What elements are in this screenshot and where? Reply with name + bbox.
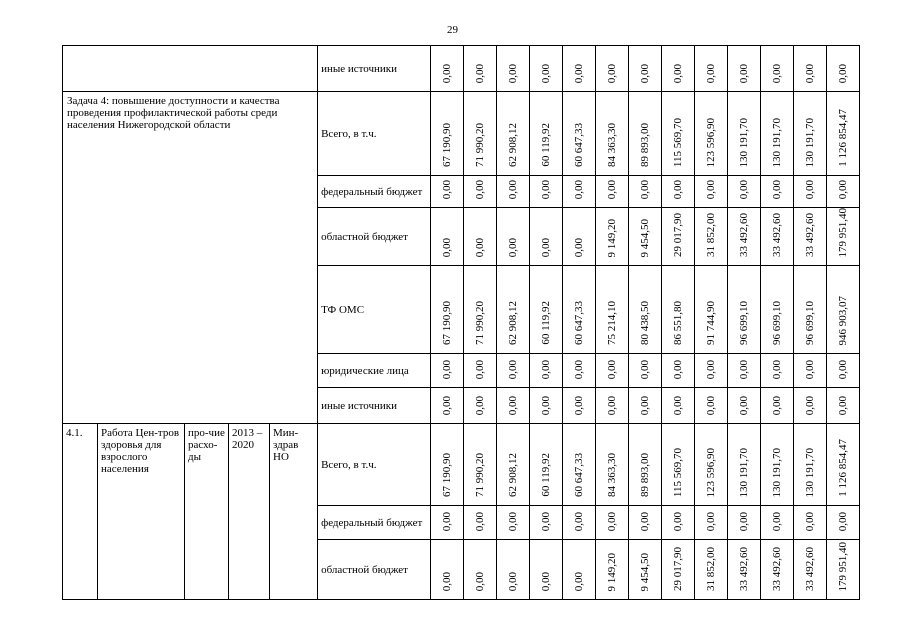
value-cell <box>629 176 662 208</box>
value-text: 0,00 <box>705 63 718 83</box>
value-cell <box>497 266 530 354</box>
value-text: 71 990,20 <box>474 453 487 497</box>
value-text: 29 017,90 <box>672 547 685 591</box>
value-text: 80 438,50 <box>639 301 652 345</box>
value-cell <box>629 208 662 266</box>
value-text: 0,00 <box>606 63 619 83</box>
value-text: 96 699,10 <box>771 301 784 345</box>
value-text: 33 492,60 <box>738 213 751 257</box>
value-cell <box>464 388 497 424</box>
value-cell <box>530 208 563 266</box>
value-cell <box>827 506 860 540</box>
value-text: 0,00 <box>474 237 487 257</box>
value-cell <box>596 540 629 600</box>
value-text: 0,00 <box>837 179 850 199</box>
value-cell <box>563 424 596 506</box>
value-text: 96 699,10 <box>804 301 817 345</box>
value-cell <box>728 388 761 424</box>
value-cell <box>827 266 860 354</box>
value-cell <box>563 388 596 424</box>
value-text: 0,00 <box>573 63 586 83</box>
value-cell <box>497 540 530 600</box>
value-text: 60 647,33 <box>573 301 586 345</box>
funding-source: областной бюджет <box>318 208 431 266</box>
value-cell <box>497 354 530 388</box>
value-text: 9 454,50 <box>639 552 652 591</box>
value-text: 84 363,30 <box>606 123 619 167</box>
value-text: 0,00 <box>738 395 751 415</box>
value-text: 0,00 <box>441 179 454 199</box>
item-name: Работа Цен-тров здоровья для взрослого населения <box>98 424 185 600</box>
value-cell <box>629 540 662 600</box>
value-cell <box>530 388 563 424</box>
value-text: 0,00 <box>606 179 619 199</box>
value-text: 0,00 <box>606 395 619 415</box>
value-text: 62 908,12 <box>507 453 520 497</box>
value-cell <box>761 208 794 266</box>
value-text: 0,00 <box>837 395 850 415</box>
value-cell <box>464 424 497 506</box>
expense-type: про-чие расхо-ды <box>185 424 229 600</box>
value-cell <box>596 92 629 176</box>
value-cell <box>563 208 596 266</box>
value-cell <box>629 388 662 424</box>
value-cell <box>431 92 464 176</box>
value-text: 130 191,70 <box>738 117 751 167</box>
value-cell <box>794 266 827 354</box>
value-cell <box>464 92 497 176</box>
value-cell <box>629 424 662 506</box>
value-cell <box>827 424 860 506</box>
value-text: 62 908,12 <box>507 123 520 167</box>
value-cell <box>596 424 629 506</box>
value-cell <box>695 388 728 424</box>
value-cell <box>662 424 695 506</box>
value-text: 71 990,20 <box>474 301 487 345</box>
funding-source: иные источники <box>318 46 431 92</box>
value-cell <box>662 208 695 266</box>
value-text: 62 908,12 <box>507 301 520 345</box>
value-text: 0,00 <box>474 359 487 379</box>
value-text: 0,00 <box>441 359 454 379</box>
value-text: 0,00 <box>441 395 454 415</box>
value-cell <box>530 354 563 388</box>
value-cell <box>464 506 497 540</box>
value-text: 0,00 <box>804 359 817 379</box>
value-cell <box>464 176 497 208</box>
value-text: 60 119,92 <box>540 301 553 345</box>
value-text: 0,00 <box>672 511 685 531</box>
value-cell <box>827 176 860 208</box>
value-text: 123 596,90 <box>705 117 718 167</box>
value-cell <box>761 46 794 92</box>
value-cell <box>596 46 629 92</box>
value-cell <box>662 266 695 354</box>
value-cell <box>431 540 464 600</box>
value-cell <box>497 208 530 266</box>
value-text: 0,00 <box>639 179 652 199</box>
task-4-description: Задача 4: повышение доступности и качества проведения профилактической работы среди населения Нижегородской области <box>63 92 318 424</box>
value-cell <box>563 266 596 354</box>
value-text: 0,00 <box>639 63 652 83</box>
value-text: 1 126 854,47 <box>837 439 850 497</box>
value-cell <box>530 540 563 600</box>
value-cell <box>431 46 464 92</box>
value-cell <box>497 424 530 506</box>
table-row <box>63 46 860 92</box>
value-text: 0,00 <box>573 395 586 415</box>
value-cell <box>596 208 629 266</box>
value-text: 0,00 <box>540 571 553 591</box>
empty-header-cell <box>63 46 318 92</box>
value-cell <box>629 92 662 176</box>
value-text: 0,00 <box>441 63 454 83</box>
value-text: 0,00 <box>540 63 553 83</box>
value-text: 91 744,90 <box>705 301 718 345</box>
value-text: 0,00 <box>540 237 553 257</box>
value-text: 0,00 <box>507 511 520 531</box>
value-text: 33 492,60 <box>804 547 817 591</box>
value-cell <box>497 388 530 424</box>
value-text: 179 951,40 <box>837 207 850 257</box>
value-text: 71 990,20 <box>474 123 487 167</box>
value-cell <box>728 354 761 388</box>
value-cell <box>728 266 761 354</box>
value-text: 1 126 854,47 <box>837 109 850 167</box>
page-number: 29 <box>447 24 458 36</box>
value-text: 0,00 <box>837 511 850 531</box>
value-text: 0,00 <box>804 63 817 83</box>
value-cell <box>761 424 794 506</box>
value-cell <box>695 424 728 506</box>
value-text: 9 454,50 <box>639 218 652 257</box>
value-cell <box>431 208 464 266</box>
value-cell <box>431 506 464 540</box>
value-cell <box>431 424 464 506</box>
value-cell <box>497 506 530 540</box>
value-text: 33 492,60 <box>738 547 751 591</box>
value-cell <box>662 354 695 388</box>
value-cell <box>596 506 629 540</box>
value-text: 0,00 <box>672 179 685 199</box>
value-text: 29 017,90 <box>672 213 685 257</box>
value-cell <box>695 506 728 540</box>
value-text: 0,00 <box>573 571 586 591</box>
value-text: 67 190,90 <box>441 301 454 345</box>
value-text: 75 214,10 <box>606 301 619 345</box>
value-text: 31 852,00 <box>705 213 718 257</box>
value-text: 0,00 <box>507 359 520 379</box>
value-text: 0,00 <box>441 511 454 531</box>
value-text: 0,00 <box>672 359 685 379</box>
value-cell <box>596 176 629 208</box>
value-cell <box>728 424 761 506</box>
value-text: 0,00 <box>540 395 553 415</box>
value-cell <box>464 540 497 600</box>
value-cell <box>464 208 497 266</box>
value-text: 0,00 <box>771 63 784 83</box>
value-cell <box>695 92 728 176</box>
value-cell <box>827 540 860 600</box>
value-cell <box>794 540 827 600</box>
value-cell <box>596 388 629 424</box>
funding-source: ТФ ОМС <box>318 266 431 354</box>
value-text: 0,00 <box>441 571 454 591</box>
value-text: 0,00 <box>738 359 751 379</box>
funding-source: Всего, в т.ч. <box>318 92 431 176</box>
value-cell <box>530 176 563 208</box>
value-cell <box>794 506 827 540</box>
value-text: 0,00 <box>672 63 685 83</box>
value-text: 86 551,80 <box>672 301 685 345</box>
value-text: 179 951,40 <box>837 541 850 591</box>
funding-source: юридические лица <box>318 354 431 388</box>
table-row <box>63 424 860 506</box>
value-cell <box>695 176 728 208</box>
value-text: 123 596,90 <box>705 447 718 497</box>
value-cell <box>695 540 728 600</box>
value-cell <box>497 176 530 208</box>
value-cell <box>695 354 728 388</box>
value-cell <box>761 92 794 176</box>
value-cell <box>662 46 695 92</box>
value-text: 0,00 <box>507 179 520 199</box>
value-cell <box>794 92 827 176</box>
value-text: 0,00 <box>771 359 784 379</box>
value-text: 9 149,20 <box>606 552 619 591</box>
funding-source: областной бюджет <box>318 540 431 600</box>
value-cell <box>464 354 497 388</box>
value-text: 0,00 <box>606 359 619 379</box>
value-text: 0,00 <box>738 63 751 83</box>
value-text: 130 191,70 <box>804 447 817 497</box>
value-text: 130 191,70 <box>771 117 784 167</box>
value-cell <box>530 266 563 354</box>
value-text: 67 190,90 <box>441 453 454 497</box>
value-cell <box>827 46 860 92</box>
value-text: 96 699,10 <box>738 301 751 345</box>
value-text: 0,00 <box>804 395 817 415</box>
value-cell <box>563 176 596 208</box>
value-cell <box>629 354 662 388</box>
value-cell <box>728 176 761 208</box>
value-cell <box>794 208 827 266</box>
value-text: 0,00 <box>573 237 586 257</box>
value-cell <box>794 354 827 388</box>
value-text: 0,00 <box>573 359 586 379</box>
value-cell <box>794 46 827 92</box>
value-text: 84 363,30 <box>606 453 619 497</box>
value-cell <box>794 176 827 208</box>
value-cell <box>464 46 497 92</box>
value-cell <box>827 92 860 176</box>
value-text: 0,00 <box>771 179 784 199</box>
value-text: 0,00 <box>474 395 487 415</box>
value-cell <box>728 540 761 600</box>
value-cell <box>695 266 728 354</box>
value-text: 0,00 <box>639 511 652 531</box>
value-text: 0,00 <box>738 511 751 531</box>
value-text: 0,00 <box>837 359 850 379</box>
value-text: 0,00 <box>771 511 784 531</box>
value-text: 60 119,92 <box>540 453 553 497</box>
value-text: 0,00 <box>837 63 850 83</box>
value-text: 130 191,70 <box>738 447 751 497</box>
value-text: 0,00 <box>507 395 520 415</box>
value-cell <box>728 208 761 266</box>
value-cell <box>761 266 794 354</box>
value-text: 9 149,20 <box>606 218 619 257</box>
value-cell <box>596 266 629 354</box>
value-text: 33 492,60 <box>804 213 817 257</box>
value-text: 0,00 <box>474 179 487 199</box>
funding-source: Всего, в т.ч. <box>318 424 431 506</box>
value-cell <box>761 388 794 424</box>
value-text: 0,00 <box>507 237 520 257</box>
value-cell <box>761 176 794 208</box>
value-text: 130 191,70 <box>771 447 784 497</box>
value-text: 946 903,07 <box>837 295 850 345</box>
funding-source: федеральный бюджет <box>318 176 431 208</box>
value-text: 0,00 <box>804 511 817 531</box>
value-text: 0,00 <box>705 395 718 415</box>
value-cell <box>596 354 629 388</box>
value-text: 0,00 <box>771 395 784 415</box>
value-cell <box>530 424 563 506</box>
value-cell <box>695 208 728 266</box>
value-text: 0,00 <box>804 179 817 199</box>
value-text: 0,00 <box>606 511 619 531</box>
value-cell <box>695 46 728 92</box>
value-text: 0,00 <box>441 237 454 257</box>
value-text: 60 647,33 <box>573 123 586 167</box>
value-cell <box>761 506 794 540</box>
value-text: 0,00 <box>705 179 718 199</box>
value-text: 0,00 <box>540 359 553 379</box>
value-text: 60 647,33 <box>573 453 586 497</box>
value-text: 0,00 <box>573 179 586 199</box>
value-cell <box>794 424 827 506</box>
value-cell <box>530 92 563 176</box>
value-text: 0,00 <box>474 571 487 591</box>
value-text: 60 119,92 <box>540 123 553 167</box>
value-text: 0,00 <box>540 179 553 199</box>
value-text: 0,00 <box>474 63 487 83</box>
value-cell <box>662 540 695 600</box>
value-text: 115 569,70 <box>672 447 685 497</box>
value-cell <box>662 176 695 208</box>
value-cell <box>563 354 596 388</box>
value-cell <box>530 506 563 540</box>
value-cell <box>827 208 860 266</box>
value-text: 89 893,00 <box>639 453 652 497</box>
value-text: 89 893,00 <box>639 123 652 167</box>
value-cell <box>629 506 662 540</box>
value-text: 33 492,60 <box>771 547 784 591</box>
value-cell <box>629 266 662 354</box>
value-cell <box>761 354 794 388</box>
funding-source: иные источники <box>318 388 431 424</box>
value-cell <box>563 506 596 540</box>
value-text: 0,00 <box>639 359 652 379</box>
value-text: 0,00 <box>474 511 487 531</box>
value-text: 0,00 <box>639 395 652 415</box>
value-text: 115 569,70 <box>672 117 685 167</box>
value-text: 0,00 <box>738 179 751 199</box>
value-cell <box>464 266 497 354</box>
value-text: 67 190,90 <box>441 123 454 167</box>
value-text: 130 191,70 <box>804 117 817 167</box>
value-cell <box>629 46 662 92</box>
budget-table <box>62 45 860 600</box>
value-cell <box>497 92 530 176</box>
item-number: 4.1. <box>63 424 98 600</box>
value-cell <box>563 92 596 176</box>
value-cell <box>431 388 464 424</box>
value-text: 33 492,60 <box>771 213 784 257</box>
table-row <box>63 92 860 176</box>
value-text: 0,00 <box>540 511 553 531</box>
value-cell <box>431 176 464 208</box>
value-cell <box>662 92 695 176</box>
value-text: 0,00 <box>672 395 685 415</box>
value-cell <box>530 46 563 92</box>
value-text: 0,00 <box>507 571 520 591</box>
value-text: 31 852,00 <box>705 547 718 591</box>
value-text: 0,00 <box>705 359 718 379</box>
value-cell <box>431 354 464 388</box>
value-cell <box>728 46 761 92</box>
value-cell <box>728 506 761 540</box>
value-cell <box>761 540 794 600</box>
value-text: 0,00 <box>507 63 520 83</box>
value-cell <box>563 540 596 600</box>
value-cell <box>563 46 596 92</box>
value-text: 0,00 <box>705 511 718 531</box>
value-cell <box>827 354 860 388</box>
value-cell <box>431 266 464 354</box>
value-cell <box>827 388 860 424</box>
value-cell <box>662 506 695 540</box>
value-cell <box>497 46 530 92</box>
executor: Мин-здрав НО <box>270 424 318 600</box>
funding-source: федеральный бюджет <box>318 506 431 540</box>
value-text: 0,00 <box>573 511 586 531</box>
value-cell <box>728 92 761 176</box>
years: 2013 – 2020 <box>229 424 270 600</box>
value-cell <box>794 388 827 424</box>
value-cell <box>662 388 695 424</box>
